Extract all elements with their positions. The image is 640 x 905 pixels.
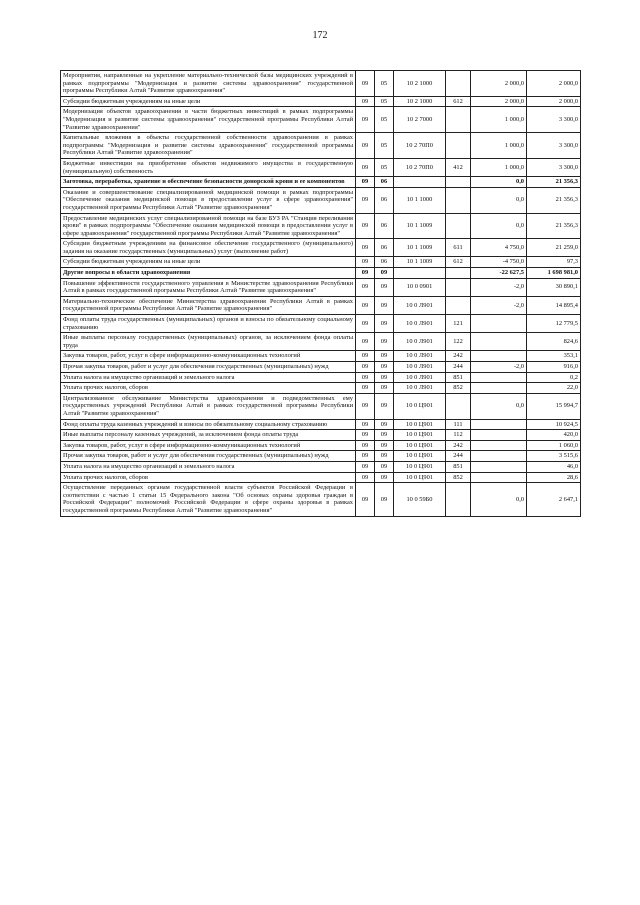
change-amount: 0,0 [471,393,527,419]
section-code: 09 [356,430,375,441]
row-description: Повышение эффективности государственного управления в Министерстве здравоохранения Республики Алтай в рамках государственной программы Республики Алтай "Развитие здравоохранения" [61,278,356,296]
target-article-code: 10 0 Ц901 [394,472,446,483]
section-code: 09 [356,107,375,133]
section-code: 09 [356,419,375,430]
total-amount: 3 300,0 [527,107,581,133]
table-row [61,393,581,419]
total-amount: 21 356,3 [527,177,581,188]
table-row [61,177,581,188]
change-amount [471,451,527,462]
target-article-code: 10 2 1000 [394,96,446,107]
page-number: 172 [312,30,328,41]
subsection-code: 09 [375,333,394,351]
change-amount [471,333,527,351]
expense-type-code: 242 [446,351,471,362]
subsection-code: 09 [375,472,394,483]
change-amount: 0,0 [471,177,527,188]
change-amount: 1 000,0 [471,158,527,176]
row-description: Иные выплаты персоналу казенных учреждений, за исключением фонда оплаты труда [61,430,356,441]
total-amount: 21 356,3 [527,187,581,213]
section-code: 09 [356,372,375,383]
subsection-code: 06 [375,239,394,257]
target-article-code: 10 0 Ц901 [394,440,446,451]
change-amount: -4 750,0 [471,257,527,268]
section-code: 09 [356,393,375,419]
row-description: Прочая закупка товаров, работ и услуг для обеспечения государственных (муниципальных) нужд [61,451,356,462]
table-row [61,296,581,314]
subsection-code: 09 [375,419,394,430]
subsection-code: 09 [375,430,394,441]
section-code: 09 [356,158,375,176]
section-code: 09 [356,451,375,462]
expense-type-code: 611 [446,239,471,257]
row-description: Прочая закупка товаров, работ и услуг для обеспечения государственных (муниципальных) нужд [61,362,356,373]
row-description: Уплата налога на имущество организаций и земельного налога [61,372,356,383]
total-amount: 14 895,4 [527,296,581,314]
expense-type-code [446,278,471,296]
row-description: Фонд оплаты труда государственных (муниципальных) органов и взносы по обязательному социальному страхованию [61,315,356,333]
total-amount: 12 779,5 [527,315,581,333]
total-amount: 1 698 981,0 [527,268,581,279]
target-article-code: 10 0 Л901 [394,296,446,314]
section-code: 09 [356,177,375,188]
expense-type-code: 244 [446,362,471,373]
expense-type-code [446,187,471,213]
subsection-code: 05 [375,71,394,97]
change-amount: -2,0 [471,362,527,373]
subsection-code: 06 [375,213,394,239]
subsection-code: 09 [375,393,394,419]
section-code: 09 [356,239,375,257]
row-description: Мероприятия, направленные на укрепление материально-технической базы медицинских учреждений в рамках подпрограммы "Модернизация и развитие системы здравоохранения" государственной программы Республики Алтай "Развитие здравоохранения" [61,71,356,97]
target-article-code: 10 1 1009 [394,257,446,268]
target-article-code: 10 1 1000 [394,187,446,213]
section-code: 09 [356,315,375,333]
subsection-code: 09 [375,483,394,516]
section-code: 09 [356,333,375,351]
row-description: Материально-техническое обеспечение Министерства здравоохранения Республики Алтай в рамках государственной программы Республики Алтай "Развитие здравоохранения" [61,296,356,314]
change-amount: 1 000,0 [471,107,527,133]
table-row [61,96,581,107]
target-article-code: 10 0 Ц901 [394,461,446,472]
target-article-code: 10 2 70П0 [394,158,446,176]
expense-type-code: 242 [446,440,471,451]
table-row [61,440,581,451]
expense-type-code [446,71,471,97]
total-amount: 10 924,5 [527,419,581,430]
total-amount: 28,6 [527,472,581,483]
target-article-code: 10 0 Л901 [394,315,446,333]
subsection-code: 06 [375,187,394,213]
subsection-code: 09 [375,362,394,373]
change-amount: 4 750,0 [471,239,527,257]
total-amount: 916,0 [527,362,581,373]
row-description: Закупка товаров, работ, услуг в сфере информационно-коммуникационных технологий [61,351,356,362]
row-description: Уплата налога на имущество организаций и земельного налога [61,461,356,472]
expense-type-code [446,393,471,419]
table-row [61,472,581,483]
expense-type-code [446,107,471,133]
target-article-code: 10 2 7000 [394,107,446,133]
row-description: Оказание и совершенствование специализированной медицинской помощи в рамках подпрограммы "Обеспечение оказания медицинской помощи в предоставлении услуг в сфере здравоохранения" государственной программы Республики Алтай "Развитие здравоохранения" [61,187,356,213]
section-code: 09 [356,213,375,239]
row-description: Предоставление медицинских услуг специализированной помощи на базе БУЗ РА "Станция переливания крови" в рамках подпрограммы "Обеспечение оказания медицинской помощи в предоставлении услуг в сфере здравоохранения" государственной программы Республики Алтай "Развитие здравоохранения" [61,213,356,239]
subsection-code: 05 [375,133,394,159]
table-row [61,257,581,268]
target-article-code: 10 0 Ц901 [394,393,446,419]
table-row [61,483,581,516]
target-article-code: 10 0 59Б0 [394,483,446,516]
change-amount: -2,0 [471,278,527,296]
change-amount: -2,0 [471,296,527,314]
total-amount: 22,0 [527,383,581,394]
total-amount: 420,0 [527,430,581,441]
row-description: Модернизация объектов здравоохранения в части бюджетных инвестиций в рамках подпрограммы "Модернизация и развитие системы здравоохранения" государственной программы Республики Алтай "Развитие здравоохранения" [61,107,356,133]
section-code: 09 [356,278,375,296]
row-description: Другие вопросы в области здравоохранения [61,268,356,279]
change-amount: -22 627,5 [471,268,527,279]
row-description: Закупка товаров, работ, услуг в сфере информационно-коммуникационных технологий [61,440,356,451]
change-amount [471,315,527,333]
row-description: Заготовка, переработка, хранение и обеспечение безопасности донорской крови и ее компонентов [61,177,356,188]
section-code: 09 [356,96,375,107]
row-description: Субсидии бюджетным учреждениям на иные цели [61,257,356,268]
table-row [61,362,581,373]
subsection-code: 05 [375,158,394,176]
section-code: 09 [356,362,375,373]
section-code: 09 [356,71,375,97]
target-article-code: 10 1 1009 [394,239,446,257]
section-code: 09 [356,383,375,394]
target-article-code: 10 0 Л901 [394,362,446,373]
target-article-code [394,177,446,188]
table-row [61,430,581,441]
budget-table [60,70,581,517]
total-amount: 21 259,0 [527,239,581,257]
subsection-code: 05 [375,96,394,107]
total-amount: 3 300,0 [527,158,581,176]
total-amount: 353,1 [527,351,581,362]
change-amount [471,440,527,451]
row-description: Иные выплаты персоналу государственных (муниципальных) органов, за исключением фонда оплаты труда [61,333,356,351]
section-code: 09 [356,351,375,362]
total-amount: 2 000,0 [527,71,581,97]
change-amount [471,461,527,472]
section-code: 09 [356,296,375,314]
total-amount: 824,6 [527,333,581,351]
table-row [61,213,581,239]
section-code: 09 [356,440,375,451]
table-row [61,268,581,279]
target-article-code: 10 1 1009 [394,213,446,239]
table-row [61,315,581,333]
total-amount: 15 994,7 [527,393,581,419]
expense-type-code: 111 [446,419,471,430]
subsection-code: 09 [375,451,394,462]
total-amount: 0,2 [527,372,581,383]
target-article-code: 10 0 Л901 [394,351,446,362]
target-article-code: 10 0 Л901 [394,372,446,383]
change-amount: 0,0 [471,483,527,516]
total-amount: 3 515,6 [527,451,581,462]
section-code: 09 [356,472,375,483]
change-amount: 1 000,0 [471,133,527,159]
expense-type-code [446,213,471,239]
subsection-code: 09 [375,268,394,279]
table-row [61,158,581,176]
target-article-code: 10 0 Ц901 [394,451,446,462]
expense-type-code [446,268,471,279]
subsection-code: 09 [375,351,394,362]
total-amount: 2 647,1 [527,483,581,516]
table-body [61,71,581,517]
subsection-code: 09 [375,315,394,333]
section-code: 09 [356,133,375,159]
subsection-code: 09 [375,372,394,383]
subsection-code: 06 [375,257,394,268]
target-article-code: 10 0 Ц901 [394,419,446,430]
subsection-code: 09 [375,278,394,296]
change-amount [471,430,527,441]
expense-type-code: 244 [446,451,471,462]
total-amount: 46,0 [527,461,581,472]
subsection-code: 09 [375,440,394,451]
total-amount: 21 356,3 [527,213,581,239]
table-row [61,351,581,362]
subsection-code: 06 [375,177,394,188]
change-amount [471,419,527,430]
table-row [61,333,581,351]
section-code: 09 [356,257,375,268]
expense-type-code [446,296,471,314]
row-description: Бюджетные инвестиции на приобретение объектов недвижимого имущества в государственную (муниципальную) собственность [61,158,356,176]
table-row [61,383,581,394]
row-description: Централизованное обслуживание Министерства здравоохранения и подведомственных ему государственных учреждений Республики Алтай в рамках государственной программы Республики Алтай "Развитие здравоохранения" [61,393,356,419]
table-row [61,461,581,472]
row-description: Уплата прочих налогов, сборов [61,472,356,483]
total-amount: 30 890,1 [527,278,581,296]
change-amount: 0,0 [471,187,527,213]
table-row [61,419,581,430]
change-amount [471,351,527,362]
target-article-code: 10 0 Л901 [394,333,446,351]
expense-type-code: 852 [446,383,471,394]
row-description: Капитальные вложения в объекты государственной собственности здравоохранения в рамках подпрограммы "Модернизация и развитие системы здравоохранения" государственной программы Республики Алтай "Развитие здравоохранения" [61,133,356,159]
subsection-code: 09 [375,383,394,394]
subsection-code: 09 [375,461,394,472]
total-amount: 3 300,0 [527,133,581,159]
table-row [61,187,581,213]
section-code: 09 [356,268,375,279]
row-description: Осуществление переданных органам государственной власти субъектов Российской Федерации в соответствии с частью 1 статьи 15 Федерального закона "Об основах охраны здоровья граждан в Российской Федерации" полномочий Российской Федерации в сфере охраны здоровья в рамках государственной программы Республики Алтай "Развитие здравоохранения" [61,483,356,516]
target-article-code: 10 2 1000 [394,71,446,97]
expense-type-code: 412 [446,158,471,176]
row-description: Фонд оплаты труда казенных учреждений и взносы по обязательному социальному страхованию [61,419,356,430]
expense-type-code: 851 [446,372,471,383]
subsection-code: 09 [375,296,394,314]
table-row [61,239,581,257]
target-article-code: 10 2 70П0 [394,133,446,159]
expense-type-code [446,483,471,516]
section-code: 09 [356,483,375,516]
total-amount: 2 000,0 [527,96,581,107]
section-code: 09 [356,187,375,213]
table-row [61,71,581,97]
target-article-code: 10 0 Л901 [394,383,446,394]
change-amount [471,472,527,483]
row-description: Субсидии бюджетным учреждениям на финансовое обеспечение государственного (муниципального) задания на оказание государственных (муниципальных) услуг (выполнение работ) [61,239,356,257]
table-row [61,133,581,159]
expense-type-code: 851 [446,461,471,472]
change-amount: 2 000,0 [471,96,527,107]
expense-type-code: 612 [446,257,471,268]
expense-type-code: 612 [446,96,471,107]
total-amount: 97,3 [527,257,581,268]
target-article-code: 10 0 0901 [394,278,446,296]
expense-type-code: 112 [446,430,471,441]
table-row [61,372,581,383]
total-amount: 1 060,0 [527,440,581,451]
expense-type-code [446,177,471,188]
target-article-code: 10 0 Ц901 [394,430,446,441]
expense-type-code: 122 [446,333,471,351]
subsection-code: 05 [375,107,394,133]
change-amount [471,383,527,394]
expense-type-code [446,133,471,159]
table-row [61,107,581,133]
change-amount [471,372,527,383]
section-code: 09 [356,461,375,472]
table-row [61,451,581,462]
expense-type-code: 852 [446,472,471,483]
row-description: Субсидии бюджетным учреждениям на иные цели [61,96,356,107]
change-amount: 0,0 [471,213,527,239]
target-article-code [394,268,446,279]
expense-type-code: 121 [446,315,471,333]
row-description: Уплата прочих налогов, сборов [61,383,356,394]
table-row [61,278,581,296]
change-amount: 2 000,0 [471,71,527,97]
